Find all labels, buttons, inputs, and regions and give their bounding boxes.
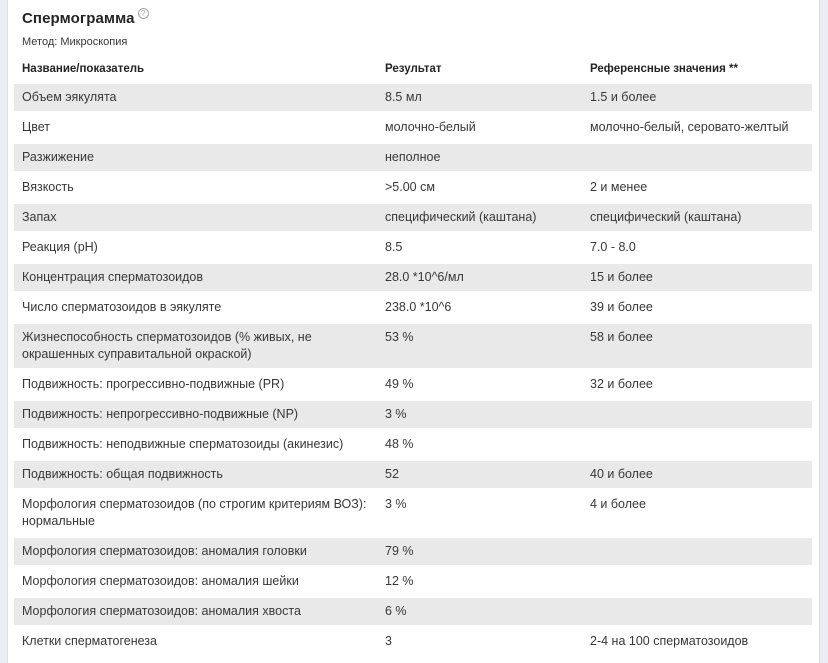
cell-reference: 39 и более (590, 300, 653, 314)
page-title: Спермограмма (22, 10, 135, 27)
cell-indicator-name: Цвет (22, 120, 51, 134)
method-label: Метод: Микроскопия (22, 36, 128, 48)
cell-result: 238.0 *10^6 (385, 300, 452, 314)
cell-reference: 7.0 - 8.0 (590, 240, 636, 254)
cell-result: 3 % (385, 497, 407, 511)
table-row (14, 324, 812, 368)
cell-indicator-name: Морфология сперматозоидов: аномалия шейки (22, 574, 299, 588)
cell-result: 12 % (385, 574, 414, 588)
cell-result: 53 % (385, 330, 414, 344)
results-table (14, 63, 812, 655)
table-row (14, 598, 812, 625)
cell-reference: 32 и более (590, 377, 653, 391)
cell-indicator-name: Морфология сперматозоидов (по строгим критериям ВОЗ): нормальные (22, 497, 367, 528)
cell-result: неполное (385, 150, 441, 164)
cell-reference: специфический (каштана) (590, 210, 742, 224)
cell-result: 8.5 мл (385, 90, 422, 104)
cell-result: 8.5 (385, 240, 403, 254)
cell-reference: 40 и более (590, 467, 653, 481)
cell-reference (590, 436, 812, 453)
cell-reference: 2 и менее (590, 180, 648, 194)
cell-reference (590, 149, 812, 166)
cell-reference (590, 603, 812, 620)
cell-reference: молочно-белый, серовато-желтый (590, 120, 789, 134)
cell-indicator-name: Жизнеспособность сперматозоидов (% живых, не окрашенных суправитальной окраской) (22, 330, 312, 361)
cell-result: 49 % (385, 377, 414, 391)
table-row (14, 538, 812, 565)
cell-indicator-name: Разжижение (22, 150, 94, 164)
cell-indicator-name: Подвижность: непрогрессивно-подвижные (NP) (22, 407, 299, 421)
cell-indicator-name: Реакция (pH) (22, 240, 98, 254)
cell-reference (590, 543, 812, 560)
cell-reference: 2-4 на 100 сперматозоидов (590, 634, 749, 648)
cell-indicator-name: Подвижность: неподвижные сперматозоиды (акинезис) (22, 437, 344, 451)
cell-reference: 15 и более (590, 270, 653, 284)
cell-indicator-name: Запах (22, 210, 57, 224)
cell-indicator-name: Клетки сперматогенеза (22, 634, 157, 648)
cell-result: 3 % (385, 407, 407, 421)
cell-indicator-name: Число сперматозоидов в эякуляте (22, 300, 222, 314)
table-row (14, 491, 812, 535)
cell-indicator-name: Морфология сперматозоидов: аномалия головки (22, 544, 307, 558)
cell-indicator-name: Морфология сперматозоидов: аномалия хвоста (22, 604, 301, 618)
cell-result: 48 % (385, 437, 414, 451)
table-row (14, 401, 812, 428)
cell-indicator-name: Вязкость (22, 180, 74, 194)
cell-reference: 4 и более (590, 497, 646, 511)
cell-result: 52 (385, 467, 399, 481)
table-row (14, 84, 812, 111)
table-row (14, 628, 812, 655)
cell-result: специфический (каштана) (385, 210, 537, 224)
header-result: Результат (385, 63, 442, 75)
cell-reference (590, 573, 812, 590)
cell-indicator-name: Объем эякулята (22, 90, 117, 104)
table-row (14, 144, 812, 171)
cell-result: 28.0 *10^6/мл (385, 270, 464, 284)
header-reference: Референсные значения ** (590, 63, 738, 75)
results-table-body (14, 84, 812, 655)
header-name: Название/показатель (22, 63, 145, 75)
table-row (14, 568, 812, 595)
cell-reference (590, 406, 812, 423)
table-row (14, 264, 812, 291)
cell-reference: 58 и более (590, 330, 653, 344)
table-row (14, 114, 812, 141)
cell-result: 6 % (385, 604, 407, 618)
results-card (7, 0, 820, 663)
table-row (14, 234, 812, 261)
cell-result: >5.00 см (385, 180, 435, 194)
cell-reference: 1.5 и более (590, 90, 657, 104)
cell-indicator-name: Подвижность: прогрессивно-подвижные (PR) (22, 377, 285, 391)
table-row (14, 294, 812, 321)
cell-result: молочно-белый (385, 120, 476, 134)
table-row (14, 174, 812, 201)
table-row (14, 204, 812, 231)
table-row (14, 461, 812, 488)
table-row (14, 371, 812, 398)
cell-result: 79 % (385, 544, 414, 558)
cell-indicator-name: Подвижность: общая подвижность (22, 467, 223, 481)
table-header-row (14, 63, 812, 84)
cell-result: 3 (385, 634, 392, 648)
help-icon[interactable]: ? (138, 8, 149, 19)
title-row (8, 10, 819, 27)
cell-indicator-name: Концентрация сперматозоидов (22, 270, 204, 284)
table-row (14, 431, 812, 458)
